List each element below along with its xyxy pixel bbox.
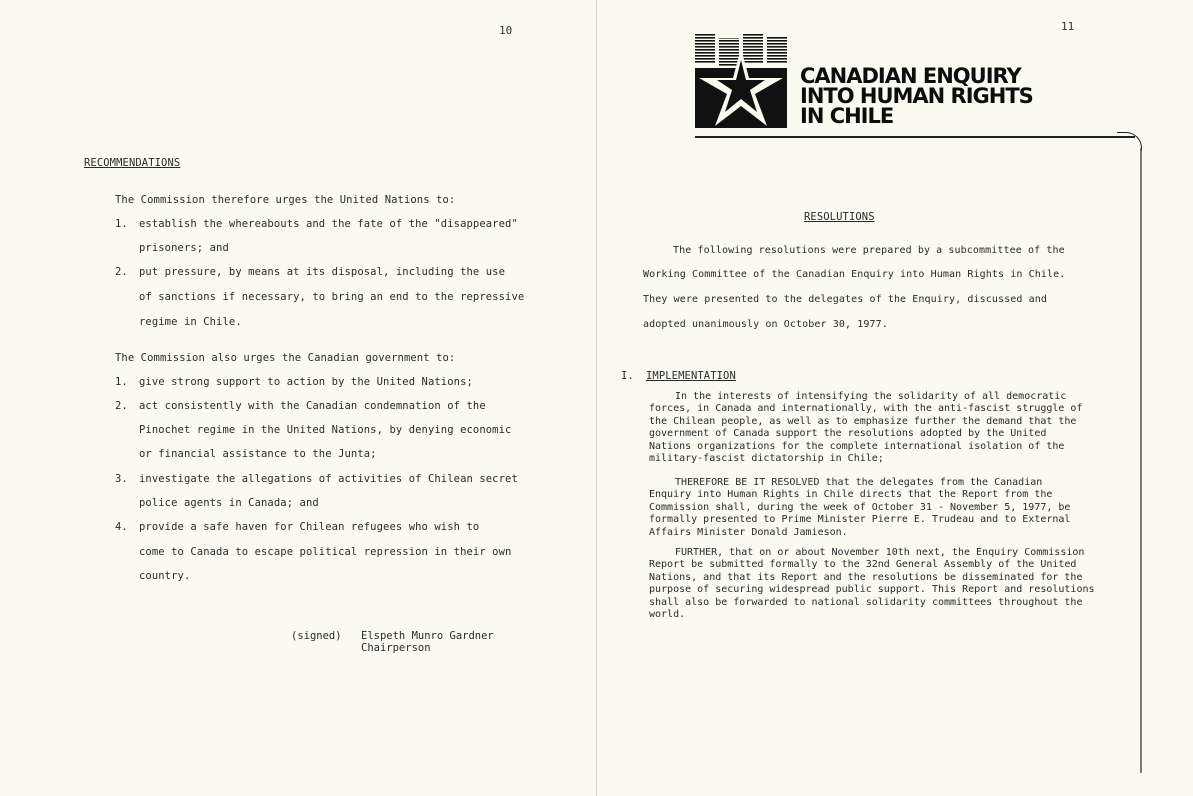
paragraph-further: FURTHER, that on or about November 10th next, the Enquiry Commission Report be submitted formally to the 32nd General Assembly of the United Nations, and that its Report and the resolutions be disseminated for the purpose of securing widespread public support. This Report and resolutions shall also be forwarded to national solidarity committees throughout the world.	[649, 547, 1095, 621]
section-number: I.	[621, 370, 634, 382]
signer-title: Chairperson	[361, 642, 431, 654]
list-number: 2.	[115, 266, 128, 278]
signed-label: (signed)	[291, 630, 342, 642]
signer-name: Elspeth Munro Gardner	[361, 630, 494, 642]
paragraph-interests: In the interests of intensifying the solidarity of all democratic forces, in Canada and internationally, with the anti-fascist struggle of the Chilean people, as well as to emphasize further the demand that the government of Canada support the resolutions adopted by the United Nations organizations for the complete international isolation of the military-fascist dictatorship in Chile;	[649, 391, 1083, 465]
list-item-line: act consistently with the Canadian condemnation of the	[139, 400, 486, 412]
intro-line: Working Committee of the Canadian Enquiry into Human Rights in Chile.	[643, 269, 1066, 280]
canada-intro: The Commission also urges the Canadian government to:	[115, 352, 456, 364]
right-page	[597, 0, 1193, 796]
list-item-line: come to Canada to escape political repression in their own	[139, 546, 512, 558]
list-item-line: Pinochet regime in the United Nations, by denying economic	[139, 424, 512, 436]
enquiry-logo-icon	[695, 34, 795, 134]
list-number: 2.	[115, 400, 128, 412]
section-title: IMPLEMENTATION	[646, 370, 736, 382]
list-item-line: of sanctions if necessary, to bring an end to the repressive	[139, 291, 525, 303]
list-item-line: provide a safe haven for Chilean refugees who wish to	[139, 521, 480, 533]
un-intro: The Commission therefore urges the United Nations to:	[115, 194, 456, 206]
list-item-line: investigate the allegations of activities of Chilean secret	[139, 473, 518, 485]
list-item-line: country.	[139, 570, 191, 582]
list-item-line: regime in Chile.	[139, 316, 242, 328]
header-rule-corner	[1117, 132, 1142, 151]
recommendations-heading: RECOMMENDATIONS	[84, 157, 181, 169]
list-item-line: prisoners; and	[139, 242, 229, 254]
header-rule	[695, 136, 1135, 138]
list-item-line: or financial assistance to the Junta;	[139, 448, 377, 460]
list-item-line: police agents in Canada; and	[139, 497, 319, 509]
margin-rule	[1140, 148, 1142, 773]
list-number: 1.	[115, 218, 128, 230]
list-item-line: establish the whereabouts and the fate of the "disappeared"	[139, 218, 518, 230]
list-number: 1.	[115, 376, 128, 388]
list-item-line: give strong support to action by the United Nations;	[139, 376, 473, 388]
enquiry-logo-text: CANADIAN ENQUIRY INTO HUMAN RIGHTS IN CHILE	[800, 64, 1033, 128]
left-page	[0, 0, 596, 796]
resolutions-heading: RESOLUTIONS	[804, 211, 875, 223]
intro-line: The following resolutions were prepared by a subcommittee of the	[673, 245, 1065, 256]
list-number: 4.	[115, 521, 128, 533]
paragraph-resolved: THEREFORE BE IT RESOLVED that the delegates from the Canadian Enquiry into Human Rights in Chile directs that the Report from the Commission shall, during the week of October 31 - November 5, 1977, be formally presented to Prime Minister Pierre E. Trudeau and to External Affairs Minister Donald Jamieson.	[649, 477, 1071, 538]
intro-line: adopted unanimously on October 30, 1977.	[643, 319, 888, 330]
list-number: 3.	[115, 473, 128, 485]
list-item-line: put pressure, by means at its disposal, including the use	[139, 266, 506, 278]
page-number: 11	[1061, 20, 1075, 33]
page-number: 10	[499, 24, 513, 37]
intro-line: They were presented to the delegates of the Enquiry, discussed and	[643, 294, 1047, 305]
